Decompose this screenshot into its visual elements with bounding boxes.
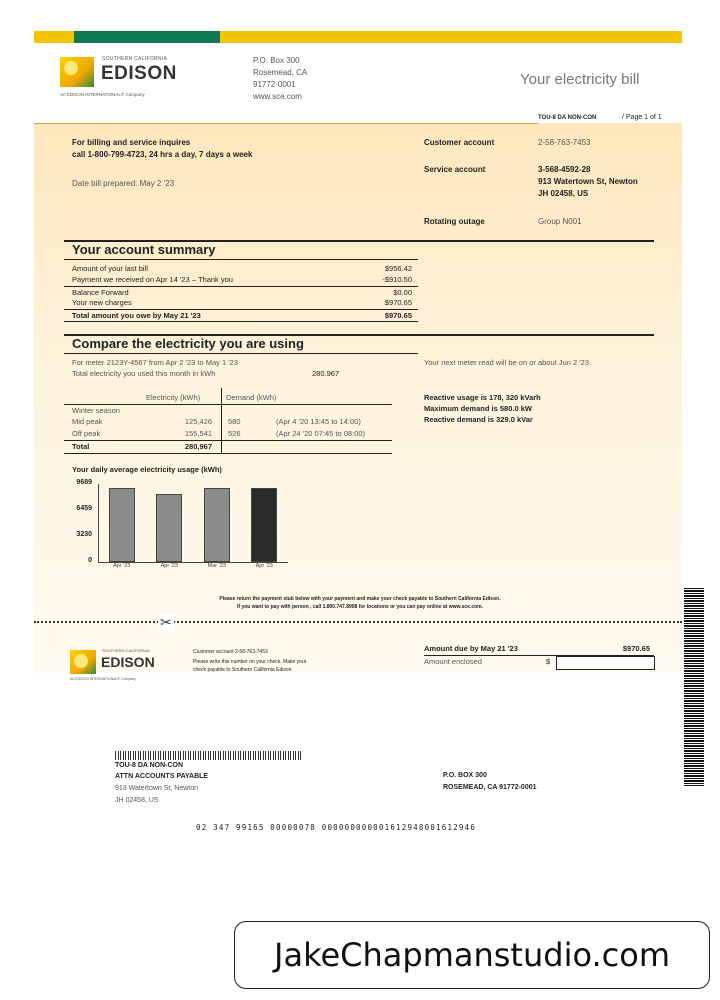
summary-total-label: Total amount you owe by May 21 '23 [72,311,201,320]
mail-to-attn: ATTN ACCOUNTS PAYABLE [115,773,209,780]
next-meter-read: Your next meter read will be on or about Jun 2 '23 [424,358,590,367]
summary-sub-rule [64,259,418,260]
service-address-2: JH 02458, US [538,189,589,198]
table-row-kwh: 155,541 [184,429,212,438]
summary-value: $970.65 [384,298,412,307]
mail-to-addr1: 913 Watertown St, Newton [115,785,199,792]
table-total-kwh: 280,967 [184,442,212,451]
amount-enclosed-input[interactable] [556,656,655,670]
payment-note-1: Please return the payment stub below with your payment and make your check payable to Southern California Edison. [219,596,501,602]
table-row-demand: 526 [228,429,241,438]
stub-logo-main: EDISON [101,654,155,670]
summary-value: $956.42 [384,264,412,273]
date-prepared: Date bill prepared: May 2 '23 [72,179,175,188]
stub-logo-tagline: An EDISON INTERNATIONAL® Company [70,677,136,681]
cut-line [34,621,682,623]
address-line: www.sce.com [253,92,302,101]
customer-account-value: 2-58-763-7453 [538,138,591,147]
address-line: P.O. Box 300 [253,56,300,65]
table-row-time: (Apr 24 '20 07:45 to 08:00) [276,429,365,438]
page-number-text: Page 1 of 1 [625,114,662,121]
edison-logo [60,55,200,103]
table-row-demand: 580 [228,417,241,426]
billing-phone: call 1-800-799-4723, 24 hrs a day, 7 days a week [72,150,253,159]
table-row-label: Mid peak [72,417,103,426]
currency-symbol: $ [546,657,551,666]
table-header-rule [64,404,392,405]
mail-to-name: TOU-8 DA NON-CON [115,762,184,769]
summary-rule [64,286,418,287]
sun-logo-icon [70,650,96,674]
service-account-value: 3-568-4592-28 [538,165,591,174]
postal-barcode [115,751,301,760]
chart-bar [251,488,277,562]
x-tick-label: Mar '23 [207,563,226,569]
rate-code: TOU-8 DA NON-CON [538,115,597,121]
service-address-1: 913 Watertown St, Newton [538,177,638,186]
compare-title: Compare the electricity you are using [72,336,304,351]
table-row-kwh: 125,426 [184,417,212,426]
logo-tagline: An EDISON INTERNATIONAL® Company [60,92,145,97]
table-header-demand: Demand (kWh) [226,393,277,402]
table-divider [221,388,222,454]
remit-line-2: ROSEMEAD, CA 91772-0001 [443,784,537,791]
y-axis [64,478,94,574]
y-tick-label: 0 [88,557,92,564]
service-account-label: Service account [424,165,486,174]
address-line: 91772-0001 [253,80,296,89]
table-total-label: Total [72,442,90,451]
usage-chart [64,478,294,574]
customer-account-label: Customer account [424,138,495,147]
sce-address [253,55,307,103]
table-header-kwh: Electricity (kWh) [146,393,201,402]
table-row-label: Off peak [72,429,101,438]
summary-label: Payment we received on Apr 14 '23 – Thank you [72,275,233,284]
table-row-time: (Apr 4 '20 13:45 to 14:00) [276,417,361,426]
sun-logo-icon [60,57,94,87]
summary-rule [64,309,418,310]
table-total-rule [64,440,392,441]
summary-label: Your new charges [72,298,132,307]
table-row-label: Winter season [72,406,120,415]
payment-note-2: If you want to pay with person , call 1.800.747.8908 for locations or you can pay online at www.sce.com. [237,604,483,610]
mail-to-addr2: JH 02458, US [115,797,159,804]
remit-line-1: P.O. BOX 300 [443,772,487,779]
chart-bar [109,488,135,562]
y-tick-label: 3230 [76,531,92,538]
y-tick-label: 9689 [76,479,92,486]
scissors-icon: ✂ [160,614,172,630]
amount-due-label: Amount due by May 21 '23 [424,644,518,653]
summary-total-value: $970.65 [384,311,412,320]
x-tick-label: Apr '23 [255,563,273,569]
reactive-demand: Reactive demand is 329.0 kVar [424,415,533,424]
amount-due-value: $970.65 [622,644,650,653]
watermark-box [234,921,710,989]
total-usage-label: Total electricity you used this month in kWh [72,369,216,378]
meter-line: For meter 2123Y-4567 from Apr 2 '23 to May 1 '23 [72,358,239,367]
watermark-text: JakeChapmanstudio.com [274,936,670,974]
summary-label: Balance Forward [72,288,129,297]
chart-bar [156,494,182,562]
logo-small-text: SOUTHERN CALIFORNIA [102,56,168,62]
address-line: Rosemead, CA [253,68,308,77]
table-bottom-rule [64,453,392,454]
top-color-bar [34,31,682,43]
reactive-usage: Reactive usage is 178, 320 kVarh [424,393,541,402]
bill-body [34,123,682,673]
summary-title: Your account summary [72,242,216,257]
compare-sub-rule [64,353,418,354]
green-segment [74,31,220,43]
x-tick-label: Apr '23 [113,563,131,569]
billing-inquiries: For billing and service inquires [72,138,191,147]
total-usage-value: 280.967 [312,369,340,378]
summary-value: $0.00 [393,288,412,297]
summary-bottom-rule [64,321,418,322]
summary-value: -$910.50 [382,275,412,284]
stub-customer-account: Customer account 2-58-763-7453 [193,649,268,655]
amount-enclosed-label: Amount enclosed [424,657,482,666]
sheet-top-rule [34,123,538,124]
y-tick-label: 6459 [76,505,92,512]
chart-title: Your daily average electricity usage (kWh) [72,465,222,474]
ocr-scan-line: 02 347 99165 00000078 000000000001612948001612946 [196,823,477,832]
maximum-demand: Maximum demand is 580.0 kW [424,404,532,413]
stub-edison-logo [70,648,170,684]
vertical-barcode [684,588,704,786]
stub-check-note-2: check payable to Southern California Edison [193,667,292,673]
page-number: / Page 1 of 1 [622,114,662,121]
rotating-outage-label: Rotating outage [424,217,485,226]
logo-main-text: EDISON [101,63,177,84]
chart-bar [204,488,230,562]
stub-check-note-1: Please write this number on your check. Make your [193,659,307,665]
summary-label: Amount of your last bill [72,264,148,273]
stub-logo-small: SOUTHERN CALIFORNIA [102,648,150,653]
bill-title: Your electricity bill [520,71,640,88]
plot-area [98,484,288,569]
rotating-outage-value: Group N001 [538,217,582,226]
x-tick-label: Apr '23 [160,563,178,569]
